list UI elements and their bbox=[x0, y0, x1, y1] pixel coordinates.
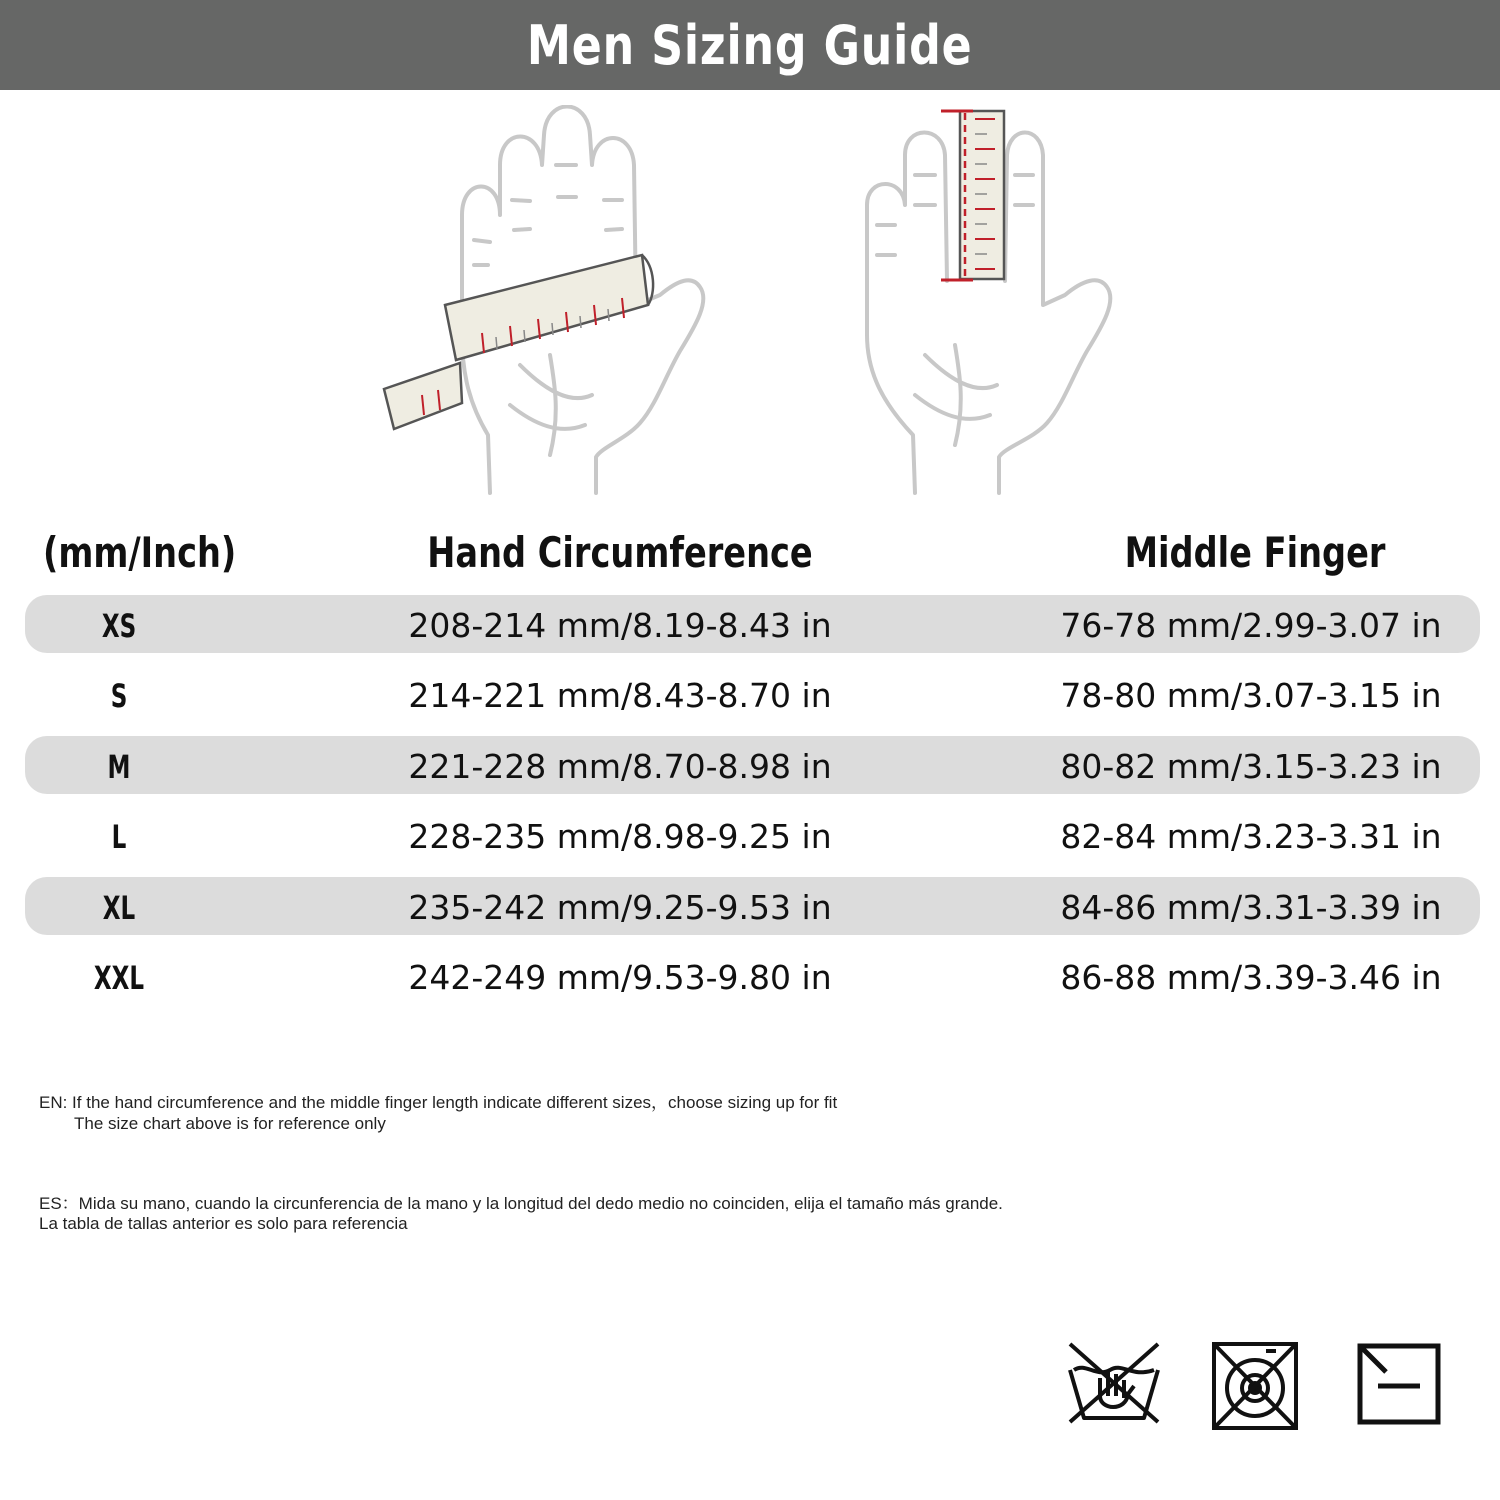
middle-finger-value: 86-88 mm/3.39-3.46 in bbox=[1060, 958, 1442, 997]
hand-circumference-header: Hand Circumference bbox=[427, 528, 813, 577]
hand-circumference-value: 208-214 mm/8.19-8.43 in bbox=[408, 606, 832, 645]
hand-circumference-value: 221-228 mm/8.70-8.98 in bbox=[408, 747, 832, 786]
page-title: Men Sizing Guide bbox=[527, 13, 973, 77]
size-label: L bbox=[111, 818, 127, 856]
note-es-line2: La tabla de tallas anterior es solo para referencia bbox=[39, 1214, 408, 1233]
middle-finger-header: Middle Finger bbox=[1124, 528, 1386, 577]
middle-finger-value: 76-78 mm/2.99-3.07 in bbox=[1060, 606, 1442, 645]
table-row bbox=[25, 736, 1480, 794]
table-row bbox=[25, 665, 1480, 723]
middle-finger-value: 82-84 mm/3.23-3.31 in bbox=[1060, 817, 1442, 856]
do-not-hand-wash-icon bbox=[1066, 1340, 1162, 1426]
table-row bbox=[25, 877, 1480, 935]
table-row bbox=[25, 595, 1480, 653]
note-en-line1: EN: If the hand circumference and the middle finger length indicate different sizes，choose sizing up for fit bbox=[39, 1093, 838, 1112]
middle-finger-value: 84-86 mm/3.31-3.39 in bbox=[1060, 888, 1442, 927]
table-row bbox=[25, 806, 1480, 864]
dry-flat-icon bbox=[1356, 1340, 1442, 1426]
size-label: XXL bbox=[93, 959, 145, 997]
hand-circumference-value: 242-249 mm/9.53-9.80 in bbox=[408, 958, 832, 997]
middle-finger-measuring-icon bbox=[855, 105, 1125, 500]
middle-finger-value: 80-82 mm/3.15-3.23 in bbox=[1060, 747, 1442, 786]
hand-circumference-value: 235-242 mm/9.25-9.53 in bbox=[408, 888, 832, 927]
hand-circumference-value: 228-235 mm/8.98-9.25 in bbox=[408, 817, 832, 856]
note-en-line2: The size chart above is for reference only bbox=[74, 1114, 386, 1133]
unit-header: (mm/Inch) bbox=[43, 528, 237, 577]
hand-circumference-measuring-icon bbox=[370, 105, 720, 500]
size-label: M bbox=[107, 748, 131, 786]
size-label: S bbox=[110, 677, 128, 715]
note-es-line1: ES：Mida su mano, cuando la circunferencia de la mano y la longitud del dedo medio no coinciden, elija el tamaño más grande. bbox=[39, 1194, 1003, 1213]
table-row bbox=[25, 947, 1480, 1005]
hand-circumference-value: 214-221 mm/8.43-8.70 in bbox=[408, 676, 832, 715]
size-label: XL bbox=[102, 889, 136, 927]
size-label: XS bbox=[101, 607, 137, 645]
do-not-tumble-dry-icon bbox=[1210, 1340, 1300, 1432]
title-banner bbox=[0, 0, 1500, 90]
middle-finger-value: 78-80 mm/3.07-3.15 in bbox=[1060, 676, 1442, 715]
